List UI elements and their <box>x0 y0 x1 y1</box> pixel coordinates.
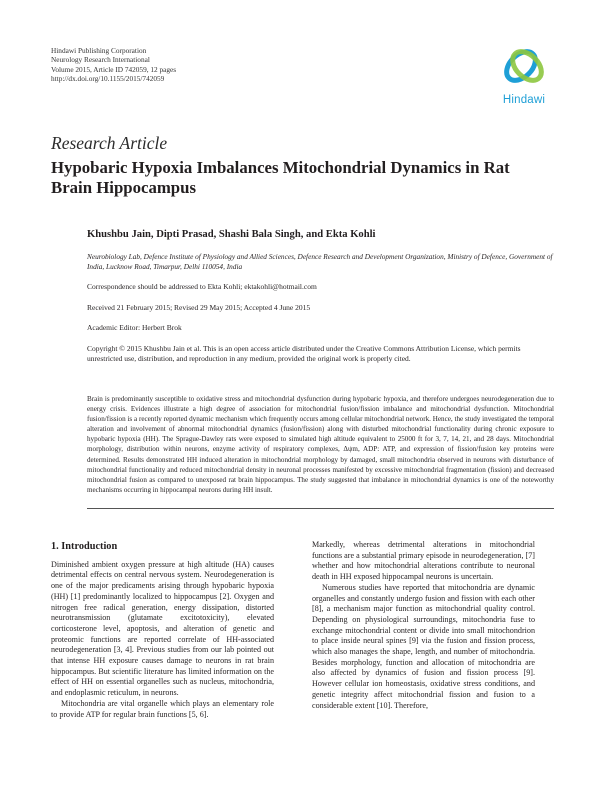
paragraph: Diminished ambient oxygen pressure at high altitude (HA) causes detrimental effects on central nervous system. Neurodegeneration is one of the major predicaments arising through hypobaric hypoxia (HH) [1] predominantly localized to hippocampus [2]. Oxygen and nitrogen free radical generation, energy dissipation, distorted neurotransmission (glutamate excitotoxicity), elevated corticosterone level, apoptosis, and alteration of genetic and proteomic functions are reported correlate of HH-associated neurodegeneration [3, 4]. Previous studies from our lab pointed out that intense HH exposure causes damage to neurons in rat brain hippocampus. But scientific literature has limited information on the effect of HH on essential organelles such as nucleus, mitochondria, and endoplasmic reticulum, in neurons. <box>51 559 274 698</box>
received-dates: Received 21 February 2015; Revised 29 May 2015; Accepted 4 June 2015 <box>87 303 311 312</box>
journal-name: Neurology Research International <box>51 55 150 65</box>
volume-info: Volume 2015, Article ID 742059, 12 pages <box>51 64 177 74</box>
author-affiliation: Neurobiology Lab, Defence Institute of Physiology and Allied Sciences, Defence Research and Development Organization, Ministry of Defence, Government of India, Lucknow Road, Timarpur, Delhi 110054, India <box>87 252 553 272</box>
publisher-name: Hindawi Publishing Corporation <box>51 46 147 55</box>
abstract-text: Brain is predominantly susceptible to oxidative stress and mitochondrial dysfunction during hypobaric hypoxia, and therefore undergoes neurodegeneration due to energy crisis. Evidences illustrate a high degree of association for mitochondrial fusion/fission imbalance and mitochondrial dysfunction. Mitochondrial fusion/fission is a recently reported dynamic mechanism which frequently occurs among cellular mitochondrial network. Hence, the study investigated the temporal alteration and involvement of abnormal mitochondrial dynamics (fusion/fission) along with disturbed mitochondrial functionality during chronic exposure to hypobaric hypoxia (HH). The Sprague-Dawley rats were exposed to simulated high altitude equivalent to 25000 ft for 3, 7, 14, 21, and 28 days. Mitochondrial morphology, distribution within neurons, enzyme activity of respiratory complexes, Δψm, ADP: ATP, and expression of fission/fusion key proteins were determined. Results demonstrated HH induced alteration in mitochondrial morphology by damaged, small mitochondria observed in neurons with disturbance of mitochondrial functionality and reduced mitochondrial density in neuronal processes manifested by excessive mitochondrial fragmentation (fission) and decreased mitochondrial fusion as compared to unexposed rat brain hippocampus. The study suggested that imbalance in mitochondrial dynamics is one of the noteworthy mechanisms occurring in hippocampal neurons during HH insult. <box>87 395 554 494</box>
hindawi-logo <box>494 40 554 106</box>
correspondence-line: Correspondence should be addressed to Ekta Kohli; ektakohli@hotmail.com <box>87 282 317 291</box>
section-heading-introduction: 1. Introduction <box>51 541 118 552</box>
copyright-notice: Copyright © 2015 Khushbu Jain et al. This is an open access article distributed under the Creative Commons Attribution License, which permits unrestricted use, distribution, and reproduction in any medium, provided the original work is properly cited. <box>87 344 521 364</box>
right-column <box>312 540 535 711</box>
journal-info <box>51 46 176 83</box>
doi-link[interactable]: http://dx.doi.org/10.1155/2015/742059 <box>51 73 165 83</box>
left-column <box>51 542 274 720</box>
article-title: Hypobaric Hypoxia Imbalances Mitochondrial Dynamics in Rat Brain Hippocampus <box>51 158 510 197</box>
logo-wordmark: Hindawi <box>502 94 546 106</box>
academic-editor: Academic Editor: Herbert Brok <box>87 323 182 332</box>
paragraph: Markedly, whereas detrimental alterations in mitochondrial functions are a substantial primary episode in neurodegeneration, [7] whether and how mitochondrial alterations contribute to neuronal death in HH exposed hippocampal neurons is uncertain. <box>312 540 535 582</box>
paragraph: Mitochondria are vital organelle which plays an elementary role to provide ATP for regular brain functions [5, 6]. <box>51 698 274 719</box>
paragraph: Numerous studies have reported that mitochondria are dynamic organelles and constantly undergo fusion and fission with each other [8], a mechanism major function as mitochondrial quality control. Depending on physiological surroundings, mitochondria fuse to exchange mitochondrial content or divide into small mitochondrion to place inside neural spines [9] via the fusion and fission process, which also manages the shape, length, and number of mitochondria. Besides morphology, function and allocation of mitochondria are also affected by dynamics of fusion and fission process [9]. However cellular ion homeostasis, oxidative stress conditions, and genetic integrity affect mitochondrial fission and fusion to a considerable extent [10]. Therefore, <box>312 582 535 710</box>
article-type: Research Article <box>51 133 168 153</box>
author-list: Khushbu Jain, Dipti Prasad, Shashi Bala Singh, and Ekta Kohli <box>87 229 376 240</box>
hindawi-logo-icon <box>494 40 554 92</box>
abstract-divider <box>87 508 554 509</box>
